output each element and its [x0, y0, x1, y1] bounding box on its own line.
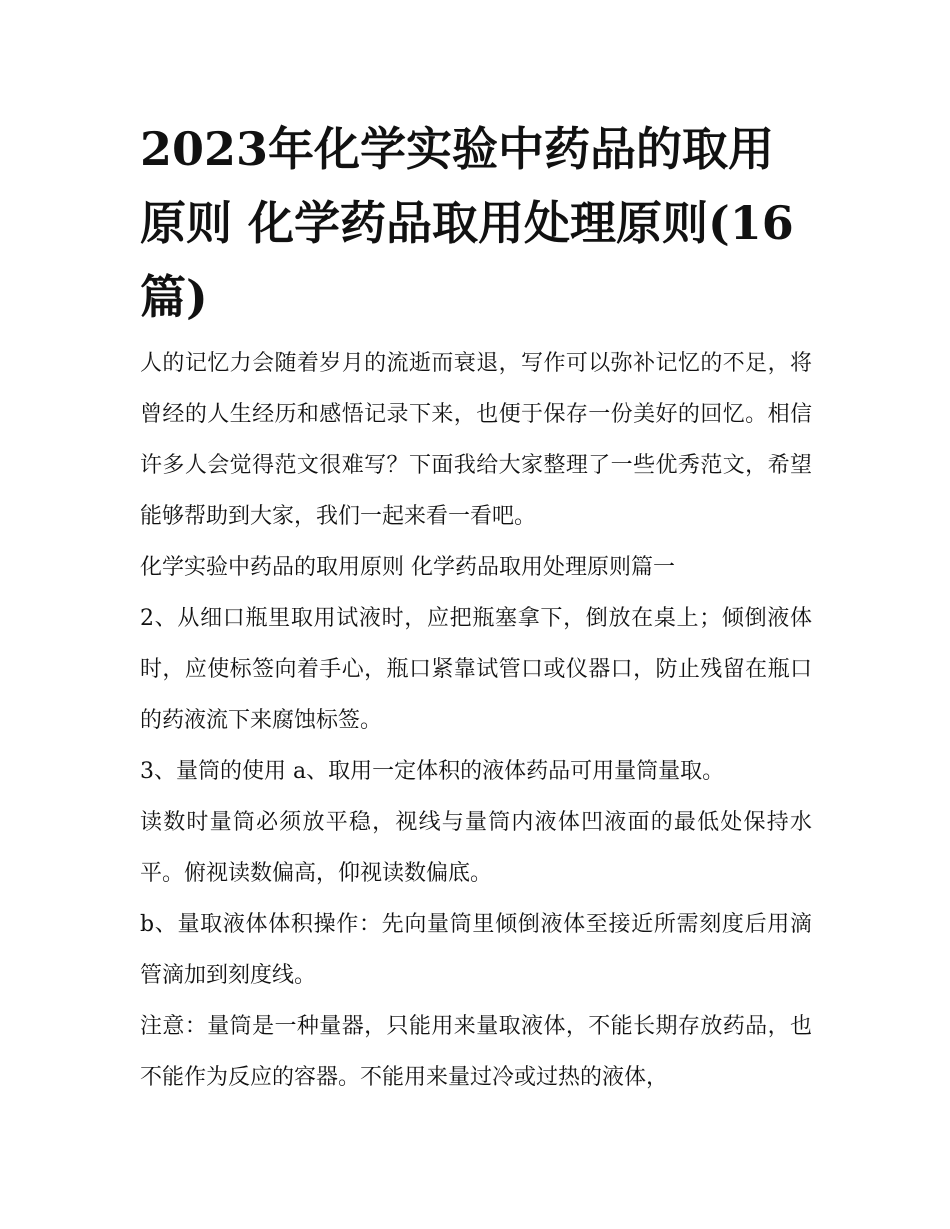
paragraph-measuring-operation: b、量取液体体积操作：先向量筒里倾倒液体至接近所需刻度后用滴管滴加到刻度线。	[140, 912, 812, 988]
section-heading: 化学实验中药品的取用原则 化学药品取用处理原则篇一	[140, 555, 675, 580]
paragraph-dropper-bottle: 2、从细口瓶里取用试液时，应把瓶塞拿下，倒放在桌上；倾倒液体时，应使标签向着手心，瓶口紧靠试管口或仪器口，防止残留在瓶口的药液流下来腐蚀标签。	[140, 606, 812, 733]
paragraph-graduated-cylinder: 3、量筒的使用 a、取用一定体积的液体药品可用量筒量取。	[140, 759, 725, 784]
intro-paragraph: 人的记忆力会随着岁月的流逝而衰退，写作可以弥补记忆的不足，将曾经的人生经历和感悟记录下来，也便于保存一份美好的回忆。相信许多人会觉得范文很难写？下面我给大家整理了一些优秀范文，希望能够帮助到大家，我们一起来看一看吧。	[140, 351, 812, 529]
paragraph-note: 注意：量筒是一种量器，只能用来量取液体，不能长期存放药品，也不能作为反应的容器。不能用来量过冷或过热的液体，	[140, 1014, 812, 1090]
document-title: 2023年化学实验中药品的取用原则 化学药品取用处理原则(16篇)	[140, 122, 794, 324]
paragraph-reading-method: 读数时量筒必须放平稳，视线与量筒内液体凹液面的最低处保持水平。俯视读数偏高，仰视读数偏底。	[140, 810, 812, 886]
document-page	[140, 112, 812, 1103]
